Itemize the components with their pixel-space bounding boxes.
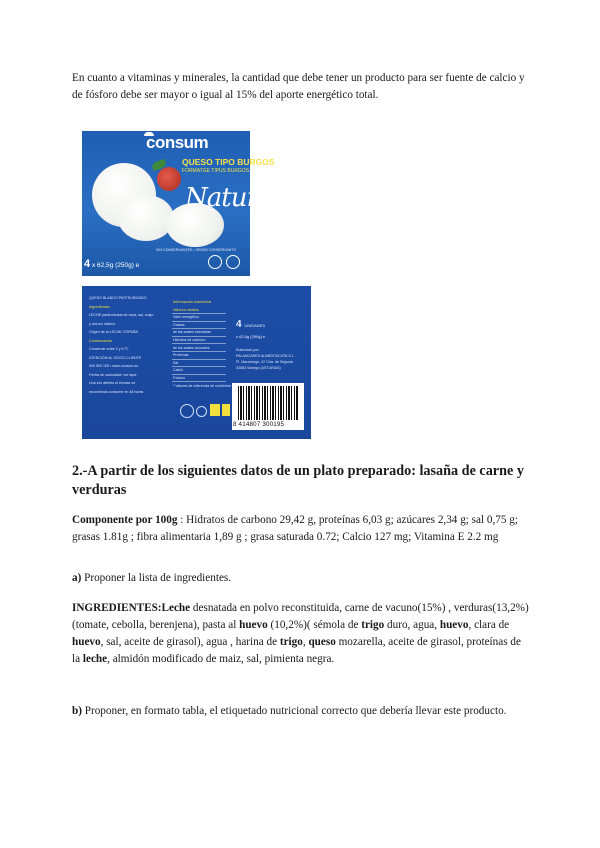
nutrition-row-label: Calcio [173,368,183,373]
nutrition-row-label: Valor energético [173,315,199,320]
nutrition-row-divider [172,374,226,375]
nutrition-row-label: de los cuales azúcares [173,345,210,350]
barcode-bars-icon [238,386,298,420]
ingredient-bold-run: trigo [361,619,385,631]
manufacturer-line: 33583 Sariego (ASTURIAS) [236,366,281,370]
label-text-line: Origen de la LECHE: ESPAÑA [89,330,138,334]
brand-logo: consum [146,133,209,152]
part-a-label: a) [72,572,82,584]
units-box [236,319,265,341]
product-subtitle: FORMATGE TIPUS BURGOS [182,168,250,174]
recycle-seal-icon [180,404,194,418]
manufacturer-line: Pl. Marzenego, 47 Ctra. de Segovia [236,360,293,364]
exercise-heading: 2.-A partir de los siguientes datos de un plato preparado: lasaña de carne y verduras [72,463,524,498]
nutrition-row-label: Grasas [173,322,185,327]
label-text-line: y cloruro cálcico. [89,321,116,326]
part-b-text: Proponer, en formato tabla, el etiquetado nutricional correcto que debería llevar este producto. [81,705,507,717]
label-text-line: Conservar entre 2 y 6 ºC [89,347,129,351]
ingredient-bold-run: queso [308,636,336,648]
quality-seal-icon [208,255,222,269]
ingredient-text-run: desnatada en polvo reconstituida, carne de vacuno(15%) , verduras(13,2%) (tomate, cebolla, berenjena), pasta al [72,602,529,631]
ingredient-bold-run: trigo [279,636,303,648]
units-label: UNIDADES [244,323,266,328]
nutrition-row-divider [172,381,226,382]
label-text-line: ATENCIÓN AL SOCIO-CLIENTE [89,355,142,360]
nutrition-row-divider [172,366,226,367]
ingredients-paragraph [72,600,530,668]
cheese-slice-image [118,195,174,241]
ingredient-bold-run: huevo [239,619,268,631]
green-dot-icon [196,406,207,417]
part-a-paragraph [72,570,530,587]
nutrition-row-label: Hidratos de carbono [173,338,206,342]
barcode-number: 8 414807 300195 [233,421,285,428]
ingredient-bold-run: INGREDIENTES: [72,602,162,614]
label-text-line: 900 500 126 • www.consum.es [89,364,139,368]
part-b-label: b) [72,705,82,717]
label-text-line: Ingredientes [89,304,110,309]
nutrition-row-label: Información nutricional [173,300,212,304]
ingredient-text-run: , sal, aceite de girasol), agua , harina de [100,636,280,648]
nutrition-row-divider [172,343,226,344]
nutrition-row-divider [172,351,226,352]
nutrition-row-divider [172,321,226,322]
nutrition-row-divider [172,359,226,360]
nutrition-row-label: * Valores de referencia de nutrientes [173,383,232,388]
barcode [232,383,304,430]
units-number: 4 [236,319,242,330]
nutrition-row-label: Valores medios [173,307,199,312]
ingredient-bold-run: huevo [439,619,469,631]
label-text-line: recomienda consumir en 48 horas [89,389,144,394]
product-label-photo [82,286,311,439]
ingredient-bold-run: huevo [72,636,101,648]
ingredient-text-run: duro, agua, [384,619,440,631]
manufacturer-line: Elaborado por: [236,348,260,352]
ingredient-text-run: , [302,636,309,648]
ingredient-bold-run: Leche [161,602,191,614]
product-front-photo [82,131,280,276]
nutrition-row-divider [172,336,226,337]
recycling-bin-icon [210,404,220,416]
nutrition-row-label: de las cuales saturadas [173,330,211,335]
ingredient-text-run: mozarella, aceite de girasol, proteínas de la [72,636,521,665]
label-text-line: Conservación [89,338,113,343]
product-title: QUESO TIPO BURGOS [182,157,275,167]
nutrition-row-label: Proteínas [173,353,189,358]
units-weight: x 62,5g (250g) e [91,262,140,269]
intro-paragraph: En cuanto a vitaminas y minerales, la cantidad que debe tener un producto para ser fuente de calcio y de fósforo debe ser mayor o igual al 15% del aporte energético total. [72,72,525,101]
nutrition-row-label: Sal [173,360,179,365]
ingredient-text-run: , almidón modificado de maiz, sal, pimienta negra. [107,653,335,665]
recycling-bin-icon [222,404,230,416]
ingredient-text-run: , clara de [468,619,510,631]
variant-name: Natural [185,183,280,213]
ingredient-bold-run: leche [82,653,108,665]
label-text-line: LECHE pasteurizada de vaca, sal, cuajo [89,313,154,317]
label-text-line: Una vez abierto el envase se [89,381,136,385]
nutrition-row-divider [172,328,226,329]
nutrition-row-label: Fósforo [173,376,186,380]
componente-paragraph [72,512,530,546]
units-count: 4 [84,258,91,270]
componente-text: : Hidratos de carbono 29,42 g, proteínas 6,03 g; azúcares 2,34 g; sal 0,75 g; grasas 1.81g ; fibra alimentaria 1,89 g ; grasa saturada 0.72; Calcio 127 mg; Vitamina E 2.2 mg [72,514,518,543]
nutrition-row-divider [172,313,226,314]
componente-label: Componente por 100g [72,514,178,526]
label-text-line: QUESO BLANCO PASTEURIZADO [89,296,147,300]
tomato-image [157,167,181,191]
label-text-line: Fecha de caducidad: ver tapa [89,372,137,377]
part-a-text: Proponer la lista de ingredientes. [81,572,232,584]
units-weight: x 62,5g (250g) e [236,334,266,339]
no-preservatives-text: SIN CONSERVANTES • SENSE CONSERVANTS [156,248,236,252]
part-b-paragraph [72,703,530,720]
manufacturer-line: PALANCARES ALIMENTACIÓN S.L. [236,354,295,358]
units-label [84,258,139,270]
ingredient-text-run: (10,2%)( sémola de [267,619,362,631]
origin-seal-icon [226,255,240,269]
